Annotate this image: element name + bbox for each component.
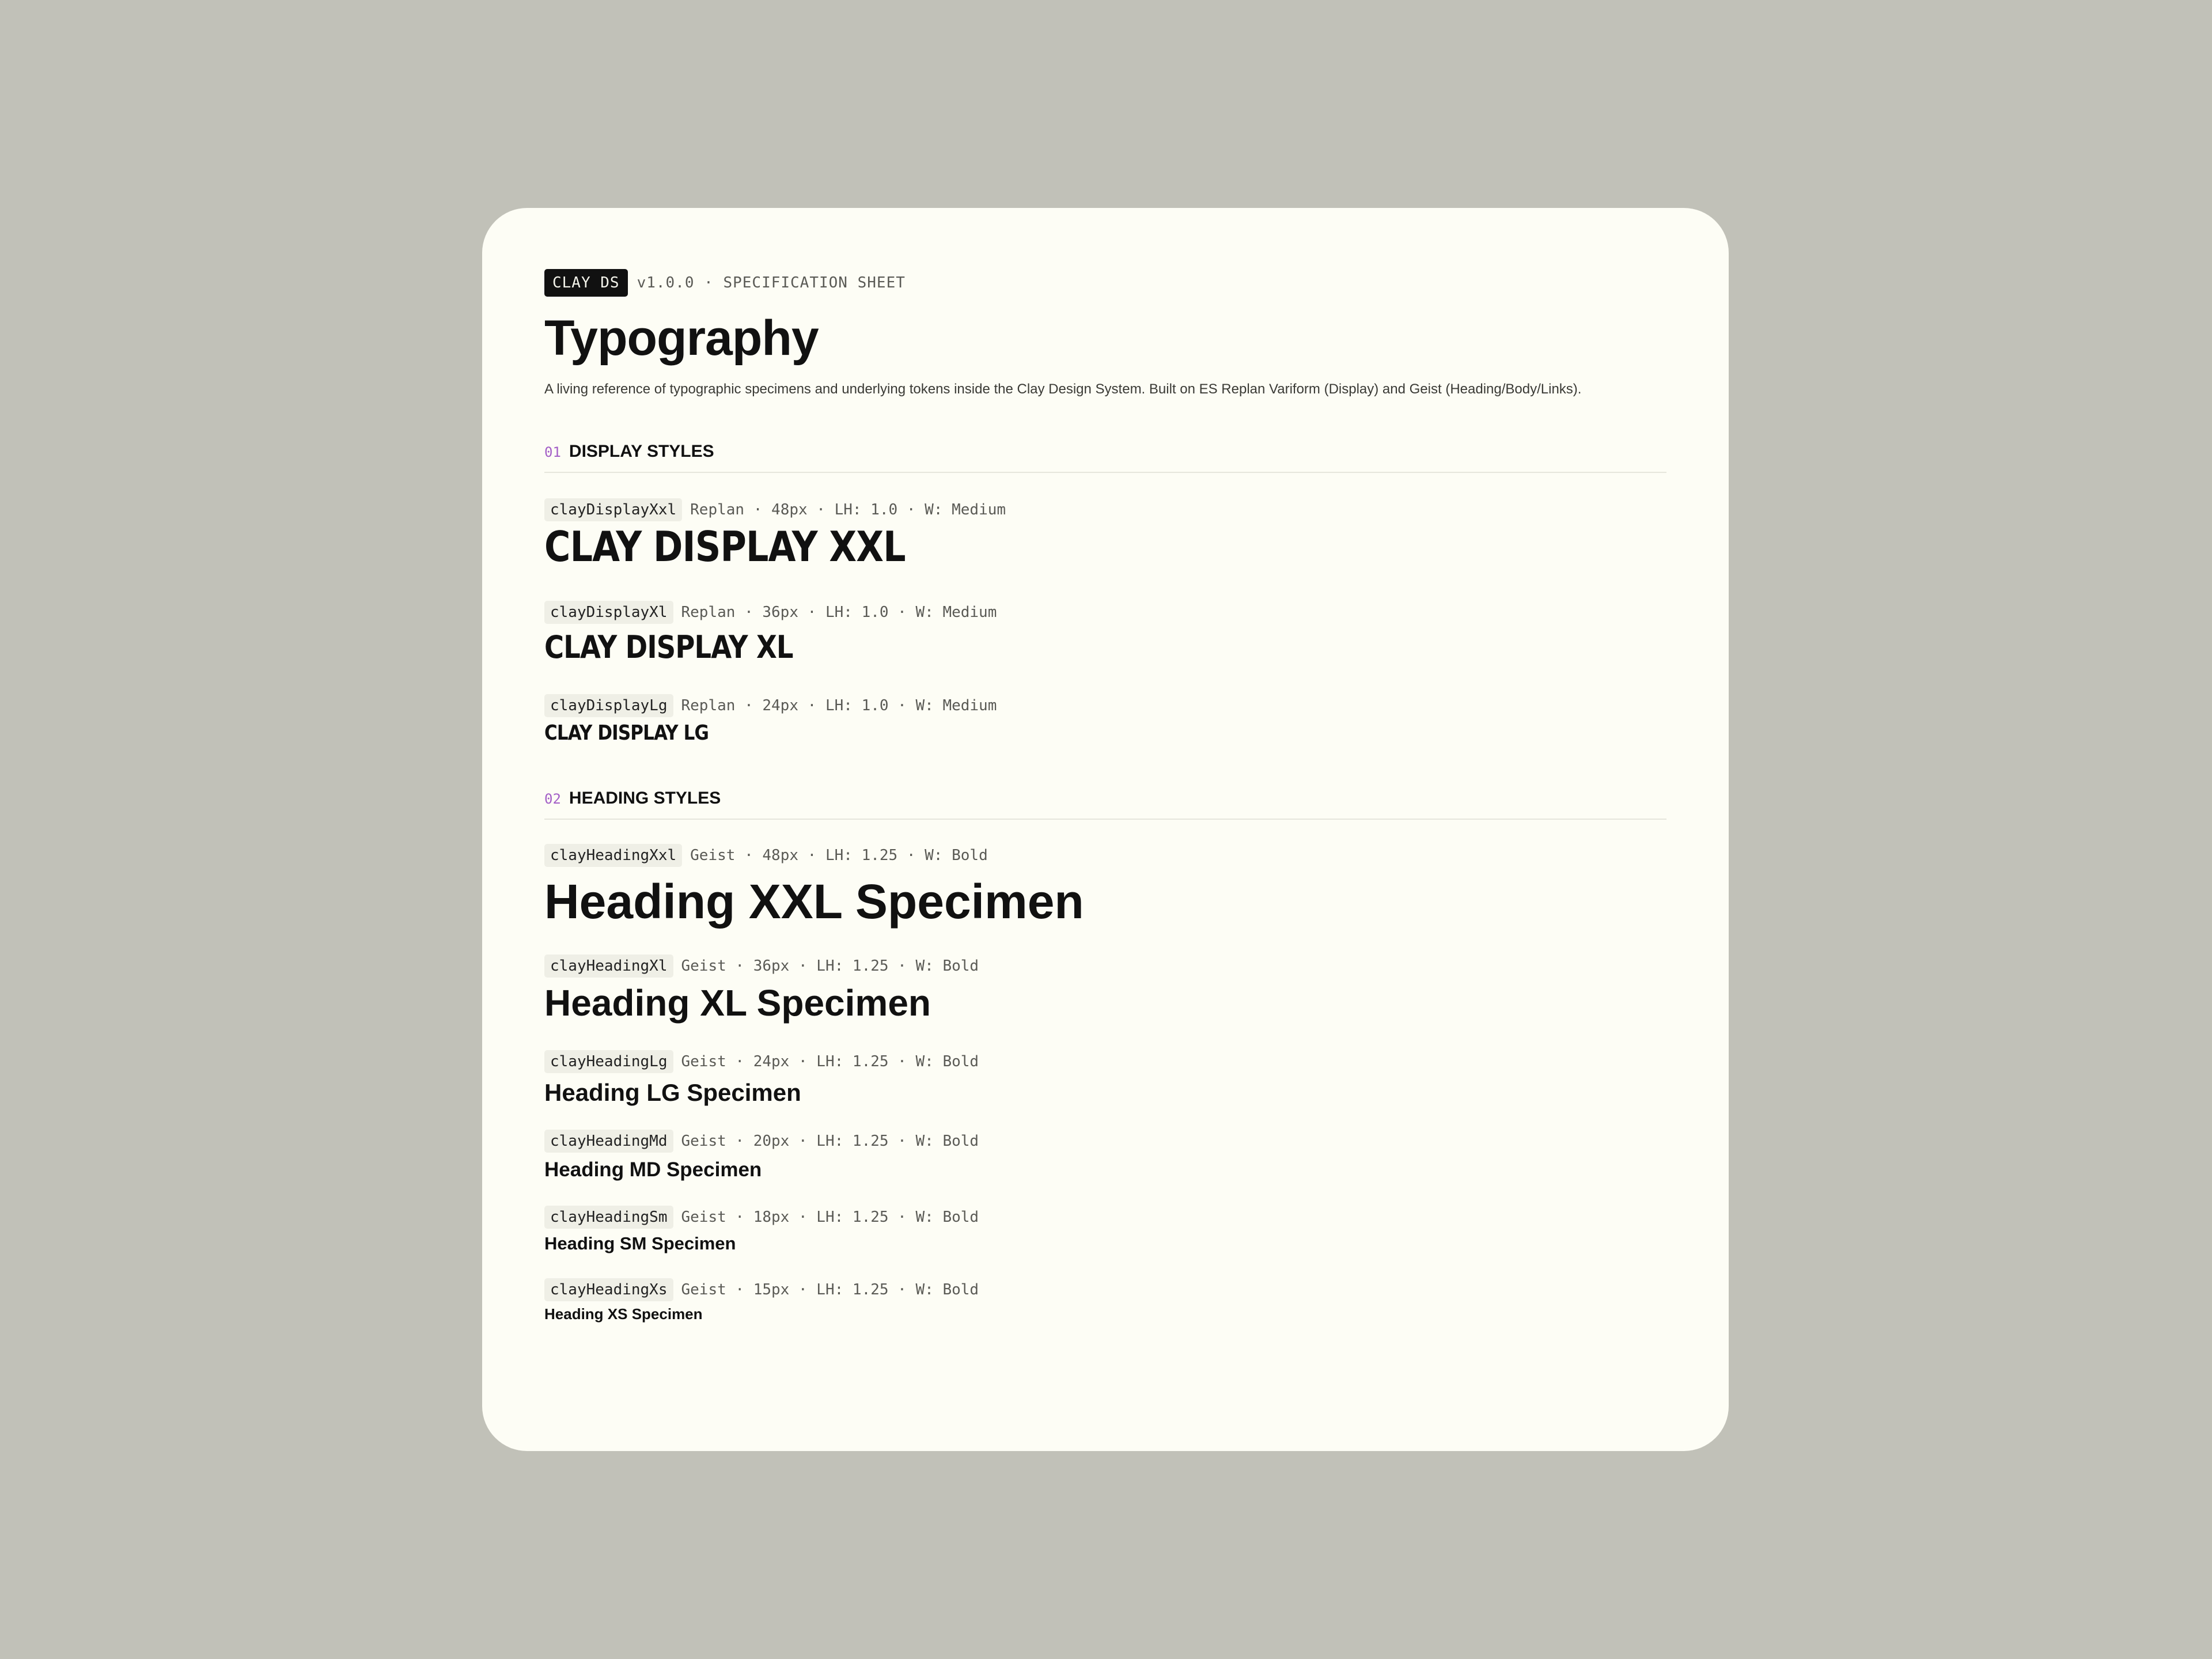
token-name: clayHeadingXxl: [544, 844, 682, 867]
spec-details: Geist · 18px · LH: 1.25 · W: Bold: [681, 1209, 979, 1226]
spec-sheet-card: [482, 208, 1729, 1451]
sheet-header-meta: [544, 269, 1666, 297]
spec-item-heading-lg: [544, 1049, 1666, 1108]
spec-item-heading-xs: [544, 1277, 1666, 1323]
section-title: HEADING STYLES: [569, 789, 721, 808]
section-title: DISPLAY STYLES: [569, 442, 714, 461]
token-name: clayHeadingXs: [544, 1278, 673, 1301]
spec-details: Geist · 15px · LH: 1.25 · W: Bold: [681, 1281, 979, 1298]
spec-details: Geist · 48px · LH: 1.25 · W: Bold: [690, 847, 988, 864]
section-number: 01: [544, 444, 561, 460]
heading-sample: Heading XS Specimen: [544, 1305, 703, 1323]
section-header-display: [544, 442, 1666, 473]
page-title: Typography: [544, 310, 819, 366]
spec-item-heading-sm: [544, 1205, 1666, 1255]
spec-item-display-xxl: [544, 497, 1666, 570]
heading-sample: Heading XL Specimen: [544, 982, 931, 1024]
spec-meta: [544, 693, 1666, 718]
spec-meta: [544, 1205, 1666, 1230]
spec-meta: [544, 1128, 1666, 1154]
spec-meta: [544, 953, 1666, 979]
token-name: clayDisplayLg: [544, 694, 673, 717]
token-name: clayHeadingXl: [544, 955, 673, 978]
spec-meta: [544, 843, 1666, 868]
display-sample: CLAY DISPLAY XXL: [544, 522, 906, 571]
spec-meta: [544, 1049, 1666, 1074]
section-number: 02: [544, 791, 561, 807]
spec-details: Replan · 48px · LH: 1.0 · W: Medium: [690, 501, 1006, 518]
heading-sample: Heading LG Specimen: [544, 1079, 801, 1106]
spec-details: Geist · 20px · LH: 1.25 · W: Bold: [681, 1132, 979, 1150]
spec-details: Replan · 24px · LH: 1.0 · W: Medium: [681, 697, 997, 714]
token-name: clayDisplayXxl: [544, 498, 682, 521]
display-sample: CLAY DISPLAY LG: [544, 721, 709, 745]
spec-details: Replan · 36px · LH: 1.0 · W: Medium: [681, 604, 997, 621]
spec-details: Geist · 36px · LH: 1.25 · W: Bold: [681, 957, 979, 975]
spec-item-heading-xxl: [544, 843, 1666, 930]
token-name: clayHeadingLg: [544, 1050, 673, 1073]
version-label: v1.0.0 · SPECIFICATION SHEET: [637, 274, 906, 291]
spec-meta: [544, 497, 1666, 522]
spec-details: Geist · 24px · LH: 1.25 · W: Bold: [681, 1053, 979, 1070]
spec-meta: [544, 600, 1666, 625]
token-name: clayHeadingMd: [544, 1130, 673, 1153]
spec-item-heading-xl: [544, 953, 1666, 1025]
spec-item-display-xl: [544, 600, 1666, 665]
page-description: A living reference of typographic specimens and underlying tokens inside the Clay Design System. Built on ES Replan Variform (Display) and Geist (Heading/Body/Links).: [544, 381, 1582, 397]
spec-meta: [544, 1277, 1666, 1302]
heading-sample: Heading MD Specimen: [544, 1158, 762, 1181]
display-sample: CLAY DISPLAY XL: [544, 629, 793, 665]
spec-item-heading-md: [544, 1128, 1666, 1183]
token-name: clayHeadingSm: [544, 1206, 673, 1229]
heading-sample: Heading XXL Specimen: [544, 874, 1084, 929]
heading-sample: Heading SM Specimen: [544, 1233, 736, 1253]
token-name: clayDisplayXl: [544, 601, 673, 624]
section-header-heading: [544, 789, 1666, 820]
spec-item-display-lg: [544, 693, 1666, 745]
brand-badge: CLAY DS: [544, 269, 628, 297]
